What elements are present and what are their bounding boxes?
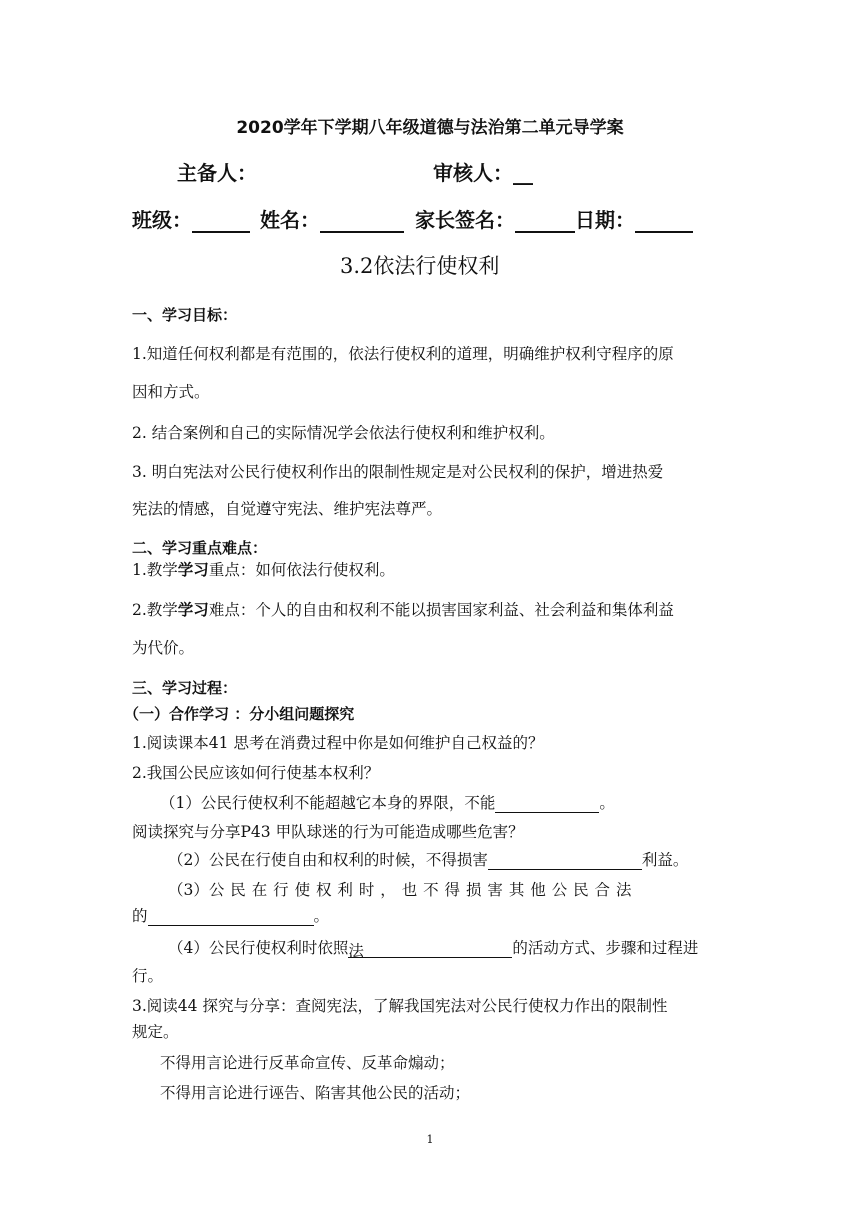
process-heading: 三、学习过程：: [132, 679, 238, 697]
parent-sign-blank: [515, 211, 575, 233]
restriction-2: 不得用言论进行诬告、陷害其他公民的活动；: [160, 1084, 471, 1102]
key-point-1-prefix: 1.教学: [132, 561, 178, 579]
preparer-label: 主备人：: [177, 161, 257, 185]
info-line: [132, 207, 693, 233]
class-blank: [192, 211, 250, 233]
blank-item-3-line-2: [132, 906, 329, 926]
blank-2: [488, 853, 642, 870]
blank-item-3-text: 的: [132, 907, 148, 925]
blank-3: [148, 909, 314, 926]
restriction-1: 不得用言论进行反革命宣传、反革命煽动；: [160, 1054, 455, 1072]
key-point-2-bold: 学习: [177, 601, 209, 619]
document-title: 2020学年下学期八年级道德与法治第二单元导学案: [236, 118, 624, 138]
blank-item-3-end: 。: [313, 907, 330, 925]
blank-item-3-line-1: （3）公 民 在 行 使 权 利 时 ， 也 不 得 损 害 其 他 公 民 合 法: [168, 881, 632, 899]
reviewer-line: [433, 160, 533, 186]
key-point-1-suffix: 重点：如何依法行使权利。: [208, 561, 395, 579]
blank-item-1-text: （1）公民行使权利不能超越它本身的界限，不能: [160, 794, 496, 812]
objective-3-line-1: 3. 明白宪法对公民行使权利作出的限制性规定是对公民权利的保护，增进热爱: [132, 463, 664, 481]
question-3-line-1: 3.阅读44 探究与分享：查阅宪法，了解我国宪法对公民行使权力作出的限制性: [132, 997, 668, 1015]
blank-item-4-line-1: [168, 938, 698, 958]
date-blank: [635, 211, 693, 233]
reading-p43: 阅读探究与分享P43 甲队球迷的行为可能造成哪些危害？: [132, 823, 524, 841]
key-points-heading: 二、学习重点难点：: [132, 539, 268, 557]
page-number: 1: [426, 1133, 434, 1146]
cooperative-study-subheading: （一）合作学习 ：分小组问题探究: [124, 705, 355, 723]
key-point-2-line-1: [132, 600, 674, 620]
date-label: 日期：: [575, 208, 635, 232]
lesson-title: 3.2依法行使权利: [340, 254, 500, 278]
reviewer-label: 审核人：: [433, 161, 513, 185]
parent-sign-label: 家长签名：: [415, 208, 515, 232]
blank-item-1-end: 。: [599, 794, 615, 812]
question-1: 1.阅读课本41 思考在消费过程中你是如何维护自己权益的？: [132, 734, 544, 752]
blank-4: [348, 941, 512, 958]
key-point-2-suffix: 难点：个人的自由和权利不能以损害国家利益、社会利益和集体利益: [208, 601, 674, 619]
blank-1: [495, 796, 599, 813]
blank-item-4-fa: 法: [348, 942, 364, 960]
objective-1-line-1: 1.知道任何权利都是有范围的，依法行使权利的道理，明确维护权利守程序的原: [132, 345, 674, 363]
blank-item-1: [160, 793, 615, 813]
key-point-2-line-2: 为代价。: [132, 639, 195, 657]
blank-item-2-end: 利益。: [641, 851, 689, 869]
question-2: 2.我国公民应该如何行使基本权利？: [132, 764, 380, 782]
objective-1-line-2: 因和方式。: [132, 383, 210, 401]
name-label: 姓名：: [260, 208, 320, 232]
reviewer-blank: __: [513, 161, 533, 185]
objectives-heading: 一、学习目标：: [132, 306, 238, 324]
key-point-2-prefix: 2.教学: [132, 601, 178, 619]
objective-2: 2. 结合案例和自己的实际情况学会依法行使权利和维护权利。: [132, 424, 555, 442]
key-point-1: [132, 560, 395, 580]
name-blank: [320, 211, 404, 233]
blank-item-2-text: （2）公民在行使自由和权利的时候，不得损害: [168, 851, 488, 869]
blank-item-2: [168, 850, 688, 870]
blank-item-4-text: （4）公民行使权利时依照: [168, 939, 349, 957]
question-3-line-2: 规定。: [132, 1023, 179, 1041]
blank-item-4-end: 的活动方式、步骤和过程进: [512, 939, 699, 957]
key-point-1-bold: 学习: [177, 561, 209, 579]
class-label: 班级：: [132, 208, 192, 232]
objective-3-line-2: 宪法的情感，自觉遵守宪法、维护宪法尊严。: [132, 500, 443, 518]
blank-item-4-line-2: 行。: [132, 967, 164, 985]
